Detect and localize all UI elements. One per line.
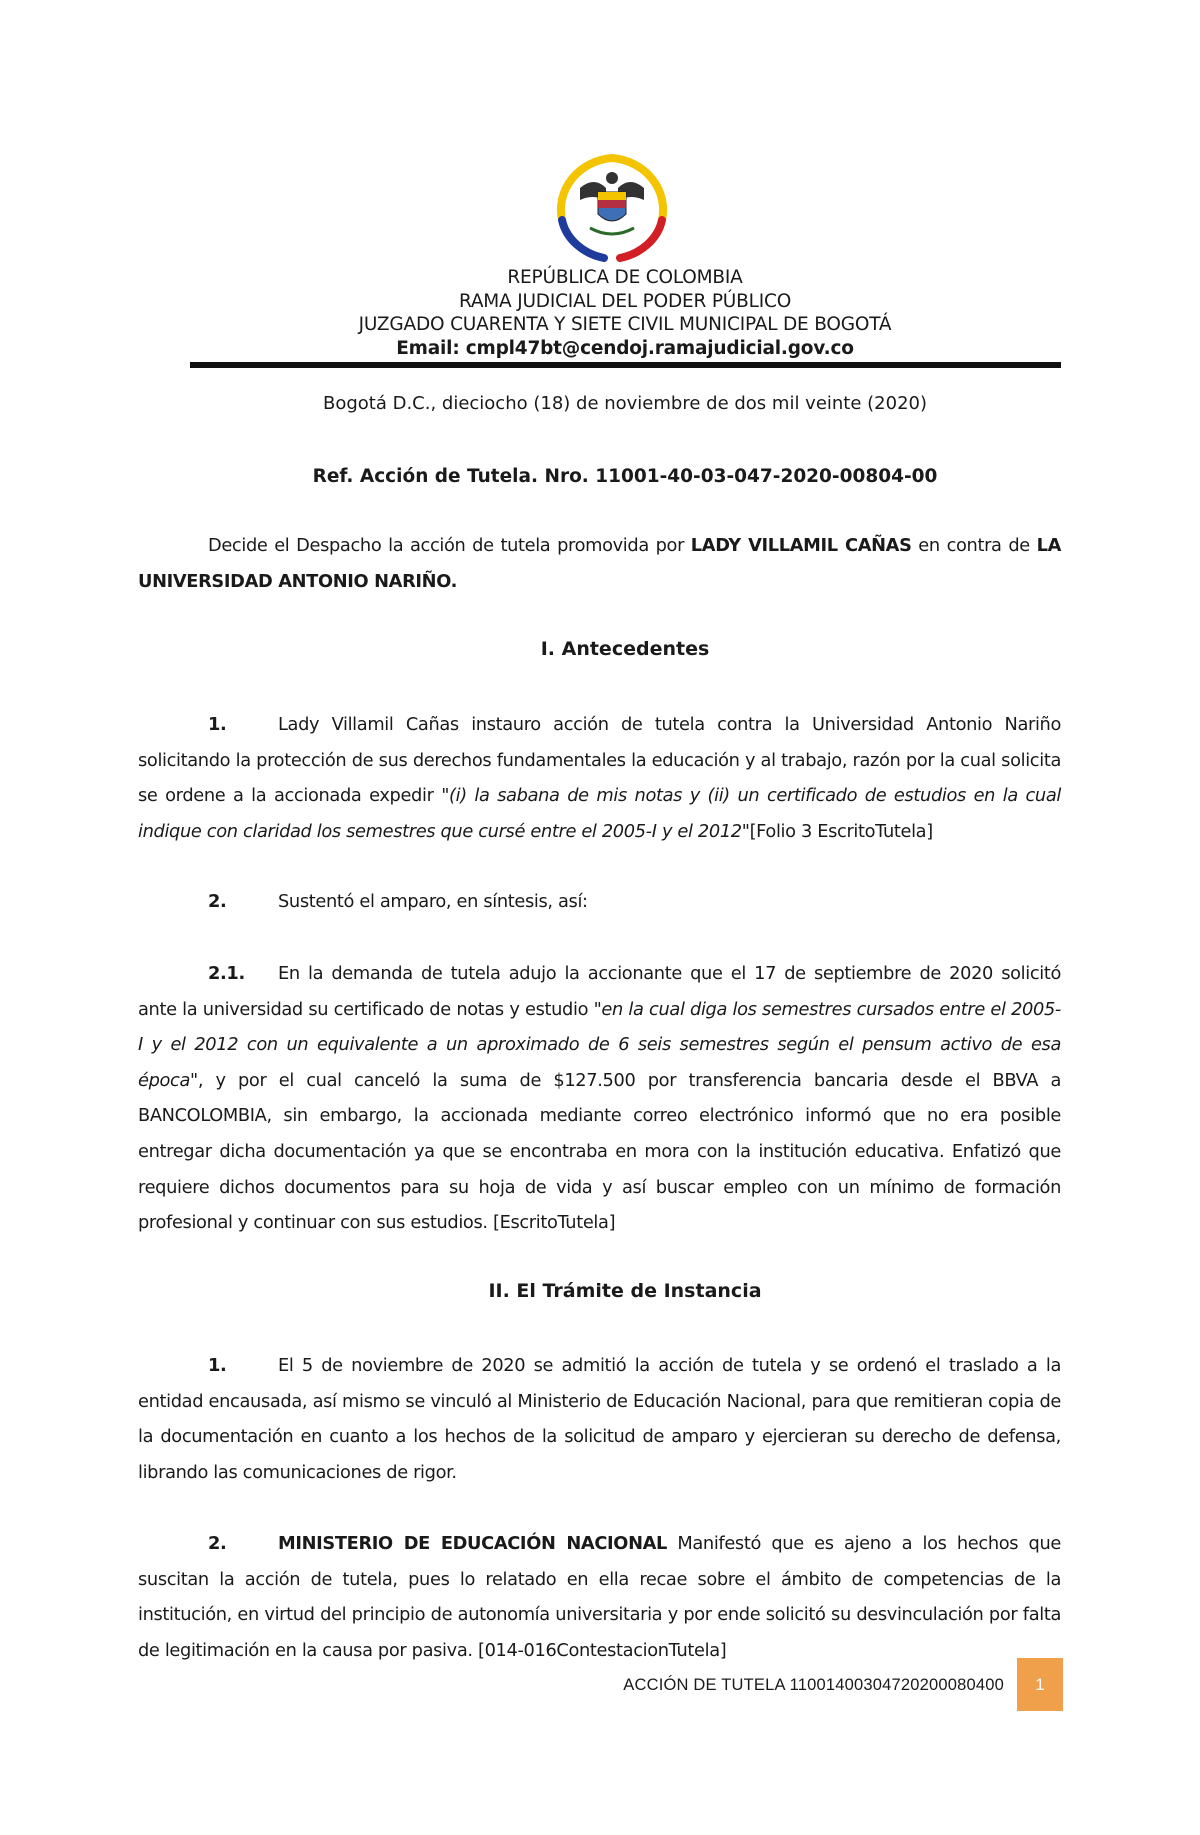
paragraph-number: 2. [208, 1533, 227, 1554]
paragraph-rest: , y por el cual canceló la suma de $127.500 por transferencia bancaria desde el BBVA a BANCOLOMBIA, sin embargo, la accionada mediante correo electrónico informó que no era posible entregar dicha documentación ya que se encontraba en mora con la institución educativa. Enfatizó que requiere dichos documentos para su hoja de vida y así buscar empleo con un mínimo de formación profesional y continuar con sus estudios. [EscritoTutela] [138, 1069, 1061, 1234]
intro-paragraph [138, 528, 1061, 599]
intro-middle: en contra de [911, 535, 1037, 556]
coat-of-arms-seal [544, 148, 680, 266]
header-court: JUZGADO CUARENTA Y SIETE CIVIL MUNICIPAL DE BOGOTÁ [358, 314, 892, 335]
paragraph-quote: "en la cual diga los semestres cursados entre el 2005-I y el 2012 con un equivalente a un aproximado de 6 seis semestres según el pensum activo de esa época" [138, 998, 1061, 1091]
document-header [190, 266, 1060, 360]
paragraph-number: 2.1. [208, 963, 245, 984]
header-divider [190, 362, 1061, 368]
header-country: REPÚBLICA DE COLOMBIA [507, 267, 743, 288]
footer-case-label: ACCIÓN DE TUTELA 11001400304720200080400 [623, 1676, 1004, 1694]
defendant-name: LA UNIVERSIDAD ANTONIO NARIÑO. [138, 535, 1061, 592]
document-date: Bogotá D.C., dieciocho (18) de noviembre de dos mil veinte (2020) [322, 393, 928, 414]
intro-prefix: Decide el Despacho la acción de tutela promovida por [208, 535, 691, 556]
section-1-paragraph-2 [138, 884, 1061, 920]
paragraph-text: En la demanda de tutela adujo la accionante que el 17 de septiembre de 2020 solicitó ante la universidad su certificado de notas y estudio [138, 963, 1061, 1020]
paragraph-text: Sustentó el amparo, en síntesis, así: [278, 891, 588, 912]
header-email[interactable]: Email: cmpl47bt@cendoj.ramajudicial.gov.co [396, 337, 854, 359]
entity-name: MINISTERIO DE EDUCACIÓN NACIONAL [278, 1533, 667, 1554]
paragraph-number: 2. [208, 891, 227, 912]
section-2-paragraph-2 [138, 1526, 1061, 1668]
paragraph-text: El 5 de noviembre de 2020 se admitió la acción de tutela y se ordenó el traslado a la entidad encausada, así mismo se vinculó al Ministerio de Educación Nacional, para que remitieran copia de la documentación en cuanto a los hechos de la solicitud de amparo y ejercieran su derecho de defensa, librando las comunicaciones de rigor. [138, 1355, 1061, 1483]
plaintiff-name: LADY VILLAMIL CAÑAS [690, 535, 912, 556]
page-number: 1 [1017, 1658, 1063, 1711]
paragraph-text: Manifestó que es ajeno a los hechos que suscitan la acción de tutela, pues lo relatado en ella recae sobre el ámbito de competencias de la institución, en virtud del principio de autonomía universitaria y por ende solicitó su desvinculación por falta de legitimación en la causa por pasiva. [014-016ContestacionTutela] [138, 1533, 1061, 1661]
section-2-title: II. El Trámite de Instancia [488, 1280, 762, 1302]
paragraph-text: Lady Villamil Cañas instauro acción de tutela contra la Universidad Antonio Nariño solicitando la protección de sus derechos fundamentales la educación y al trabajo, razón por la cual solicita se ordene a la accionada expedir [138, 714, 1061, 807]
section-1-paragraph-2-1 [138, 956, 1061, 1241]
section-1-title: I. Antecedentes [540, 638, 710, 660]
case-reference: Ref. Acción de Tutela. Nro. 11001-40-03-047-2020-00804-00 [312, 466, 938, 487]
section-2-paragraph-1 [138, 1348, 1061, 1490]
section-1-paragraph-1 [138, 707, 1061, 849]
paragraph-number: 1. [208, 1355, 227, 1376]
header-branch: RAMA JUDICIAL DEL PODER PÚBLICO [458, 290, 792, 312]
paragraph-number: 1. [208, 714, 227, 735]
paragraph-citation: [Folio 3 EscritoTutela] [749, 820, 933, 842]
paragraph-quote: "(i) la sabana de mis notas y (ii) un certificado de estudios en la cual indique con claridad los semestres que cursé entre el 2005-I y el 2012" [138, 785, 1061, 842]
